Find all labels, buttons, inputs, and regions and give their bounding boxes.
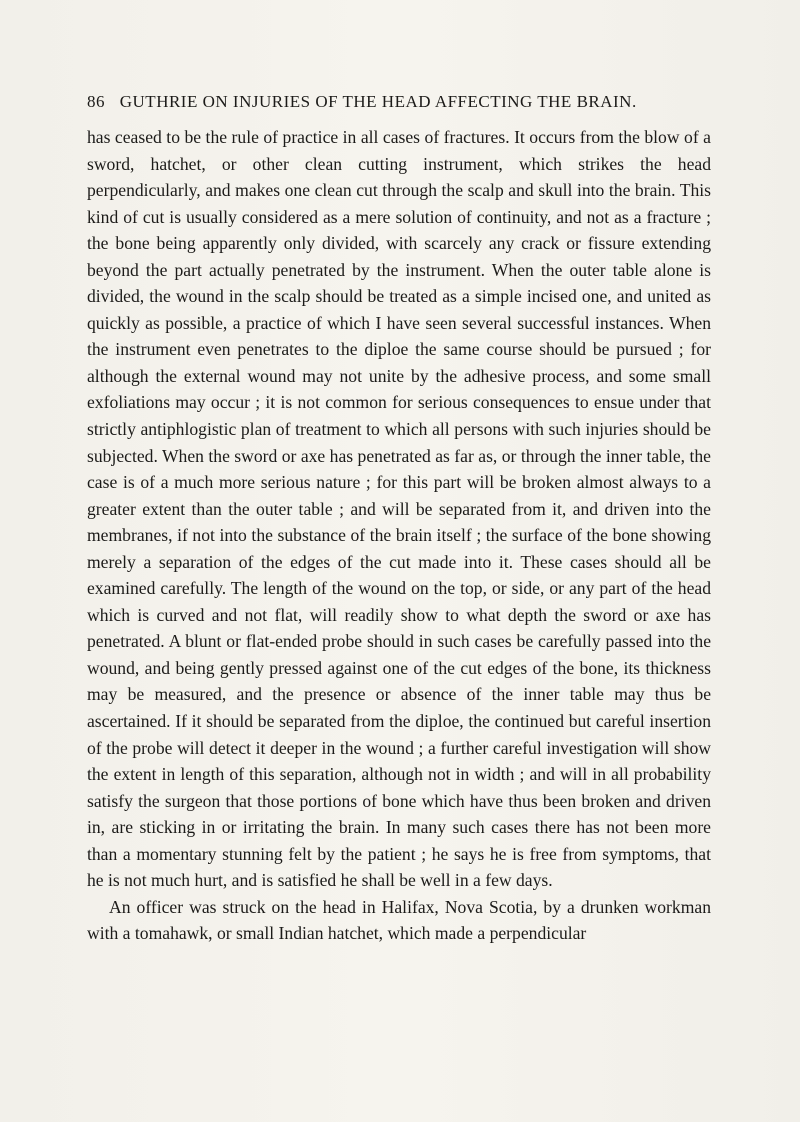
paragraph: has ceased to be the rule of practice in all cases of fractures. It occurs from the blow of a sword, hatchet, or other clean cutting instrument, which strikes the head perpendicularly, and makes one clean cut through the scalp and skull into the brain. This kind of cut is usually considered as a mere solution of continuity, and not as a fracture ; the bone being apparently only divided, with scarcely any crack or fissure extending beyond the part actually penetrated by the instrument. When the outer table alone is divided, the wound in the scalp should be treated as a simple incised one, and united as quickly as possible, a practice of which I have seen several successful instances. When the instrument even penetrates to the diploe the same course should be pursued ; for although the external wound may not unite by the adhesive process, and some small exfoliations may occur ; it is not common for serious consequences to ensue under that strictly antiphlogistic plan of treatment to which all persons with such injuries should be subjected. When the sword or axe has penetrated as far as, or through the inner table, the case is of a much more serious nature ; for this part will be broken almost always to a greater extent than the outer table ; and will be separated from it, and driven into the membranes, if not into the substance of the brain itself ; the surface of the bone showing merely a separation of the edges of the cut made into it. These cases should all be examined carefully. The length of the wound on the top, or side, or any part of the head which is curved and not flat, will readily show to what depth the sword or axe has penetrated. A blunt or flat-ended probe should in such cases be carefully passed into the wound, and being gently pressed against one of the cut edges of the bone, its thickness may be measured, and the presence or absence of the inner table may thus be ascertained. If it should be separated from the diploe, the continued but careful insertion of the probe will detect it deeper in the wound ; a further careful investigation will show the extent in length of this separation, although not in width ; and will in all probability satisfy the surgeon that those portions of bone which have thus been broken and driven in, are sticking in or irritating the brain. In many such cases there has not been more than a momentary stunning felt by the patient ; he says he is free from symptoms, that he is not much hurt, and is satisfied he shall be well in a few days. [87, 127, 711, 891]
paragraph: An officer was struck on the head in Halifax, Nova Scotia, by a drunken workman with a tomahawk, or small Indian hatchet, which made a perpendicular [87, 896, 711, 944]
page-number: 86 [87, 92, 105, 111]
body-text [87, 124, 711, 947]
running-title: GUTHRIE ON INJURIES OF THE HEAD AFFECTING THE BRAIN. [119, 92, 637, 111]
running-header [87, 92, 727, 112]
